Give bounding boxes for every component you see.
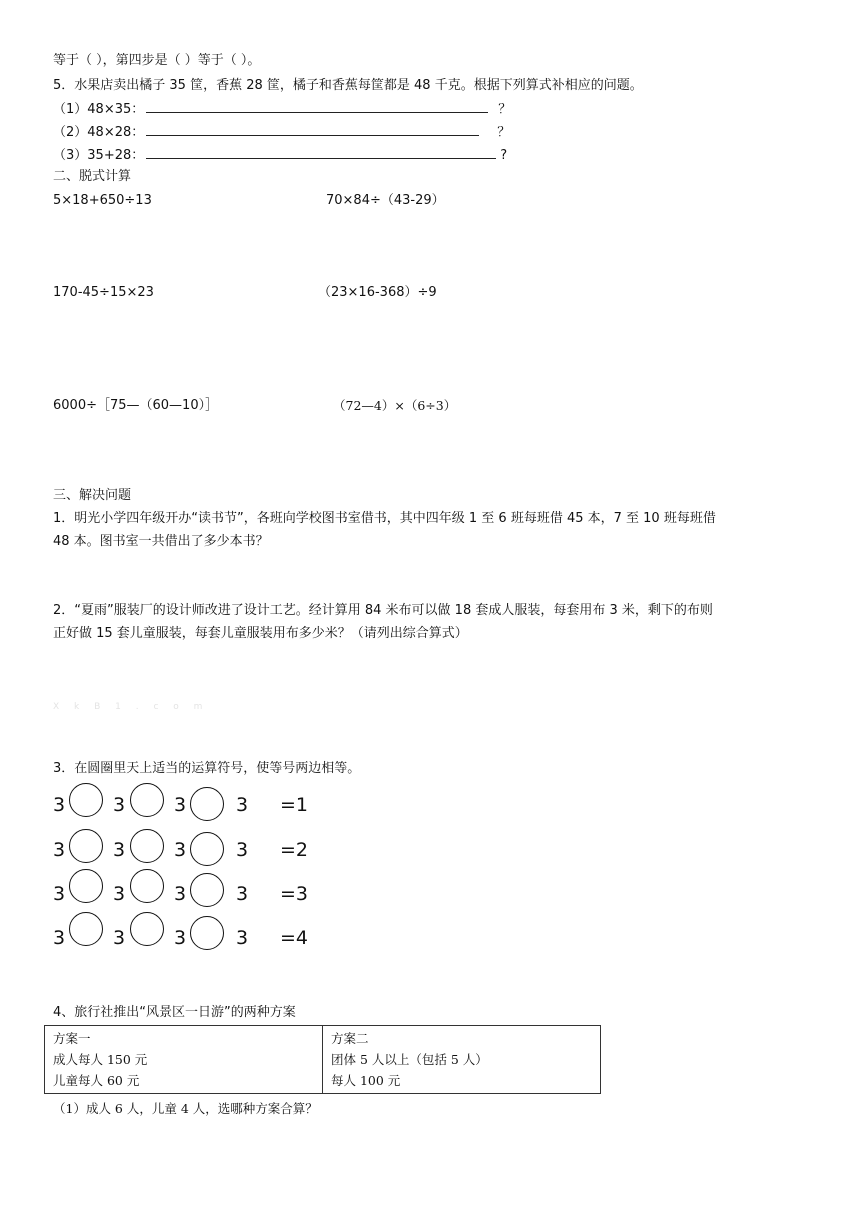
q5-item-3 bbox=[53, 146, 507, 165]
row4-result: =4 bbox=[280, 927, 309, 949]
problem-3-title: 3．在圆圈里天上适当的运算符号，使等号两边相等。 bbox=[53, 761, 361, 776]
plan-1-title: 方案一 bbox=[53, 1031, 91, 1046]
q5-item-3-end: ? bbox=[500, 148, 508, 163]
plan-2-title: 方案二 bbox=[331, 1031, 369, 1046]
plan-1-child-price: 儿童每人 60 元 bbox=[53, 1073, 140, 1088]
q5-item-1-end: ？ bbox=[498, 102, 512, 117]
plan-2-cell bbox=[323, 1026, 601, 1094]
row3-num-4: 3 bbox=[236, 883, 249, 905]
problem-2-line-2: 正好做 15 套儿童服装，每套儿童服装用布多少米？（请列出综合算式） bbox=[53, 626, 468, 641]
operator-circle[interactable] bbox=[130, 869, 164, 903]
row4-num-2: 3 bbox=[113, 927, 126, 949]
row1-num-4: 3 bbox=[236, 794, 249, 816]
expression-4: （23×16-368）÷9 bbox=[318, 285, 437, 300]
problem-1-line-1: 1．明光小学四年级开办“读书节”，各班向学校图书室借书，其中四年级 1 至 6 班每班借 45 本，7 至 10 班每班借 bbox=[53, 511, 716, 526]
q5-item-2-label: （2）48×28： bbox=[53, 125, 145, 140]
plan-1-cell bbox=[45, 1026, 323, 1094]
continuation-line: 等于（ ），第四步是（ ）等于（ ）。 bbox=[53, 53, 261, 68]
operator-circle[interactable] bbox=[130, 829, 164, 863]
q5-item-1-label: （1）48×35： bbox=[53, 102, 145, 117]
section-3-title: 三、解决问题 bbox=[53, 488, 132, 503]
row1-num-1: 3 bbox=[53, 794, 66, 816]
q5-item-3-label: （3）35+28： bbox=[53, 148, 145, 163]
operator-circle[interactable] bbox=[190, 873, 224, 907]
operator-circle[interactable] bbox=[69, 829, 103, 863]
answer-line-3[interactable] bbox=[146, 146, 496, 159]
row2-num-4: 3 bbox=[236, 839, 249, 861]
plan-1-adult-price: 成人每人 150 元 bbox=[53, 1052, 148, 1067]
plan-2-price: 每人 100 元 bbox=[331, 1073, 401, 1088]
row1-num-2: 3 bbox=[113, 794, 126, 816]
row2-num-2: 3 bbox=[113, 839, 126, 861]
expression-2: 70×84÷（43-29） bbox=[326, 193, 445, 208]
watermark: X k B 1 . c o m bbox=[53, 702, 209, 712]
answer-line-2[interactable] bbox=[146, 123, 479, 136]
expression-5: 6000÷［75—（60—10）］ bbox=[53, 398, 219, 413]
operator-circle[interactable] bbox=[190, 916, 224, 950]
row3-num-3: 3 bbox=[174, 883, 187, 905]
row4-num-3: 3 bbox=[174, 927, 187, 949]
row1-result: =1 bbox=[280, 794, 309, 816]
row2-num-1: 3 bbox=[53, 839, 66, 861]
expression-3: 170-45÷15×23 bbox=[53, 285, 154, 300]
operator-circle[interactable] bbox=[130, 783, 164, 817]
q5-item-2 bbox=[53, 123, 510, 142]
section-2-title: 二、脱式计算 bbox=[53, 169, 132, 184]
operator-circle[interactable] bbox=[130, 912, 164, 946]
q5-item-1 bbox=[53, 100, 511, 119]
operator-circle[interactable] bbox=[190, 787, 224, 821]
row4-num-4: 3 bbox=[236, 927, 249, 949]
question-5-text: 5．水果店卖出橘子 35 筐，香蕉 28 筐，橘子和香蕉每筐都是 48 千克。根据下列算式补相应的问题。 bbox=[53, 78, 643, 93]
problem-1-line-2: 48 本。图书室一共借出了多少本书？ bbox=[53, 534, 269, 549]
row3-result: =3 bbox=[280, 883, 309, 905]
row2-result: =2 bbox=[280, 839, 309, 861]
operator-circle[interactable] bbox=[190, 832, 224, 866]
row2-num-3: 3 bbox=[174, 839, 187, 861]
table-row bbox=[45, 1026, 601, 1094]
row3-num-1: 3 bbox=[53, 883, 66, 905]
answer-line-1[interactable] bbox=[146, 100, 488, 113]
plans-table bbox=[44, 1025, 601, 1094]
row1-num-3: 3 bbox=[174, 794, 187, 816]
operator-circle[interactable] bbox=[69, 912, 103, 946]
expression-1: 5×18+650÷13 bbox=[53, 193, 152, 208]
q5-item-2-end: ？ bbox=[497, 125, 511, 140]
row3-num-2: 3 bbox=[113, 883, 126, 905]
plan-2-group-condition: 团体 5 人以上（包括 5 人） bbox=[331, 1052, 488, 1067]
expression-6: （72—4）×（6÷3） bbox=[333, 398, 457, 413]
operator-circle[interactable] bbox=[69, 783, 103, 817]
operator-circle[interactable] bbox=[69, 869, 103, 903]
row4-num-1: 3 bbox=[53, 927, 66, 949]
problem-4-title: 4、旅行社推出“风景区一日游”的两种方案 bbox=[53, 1005, 296, 1020]
problem-2-line-1: 2．“夏雨”服装厂的设计师改进了设计工艺。经计算用 84 米布可以做 18 套成人服装，每套用布 3 米，剩下的布则 bbox=[53, 603, 713, 618]
problem-4-question-1: （1）成人 6 人，儿童 4 人，选哪种方案合算？ bbox=[53, 1101, 318, 1116]
